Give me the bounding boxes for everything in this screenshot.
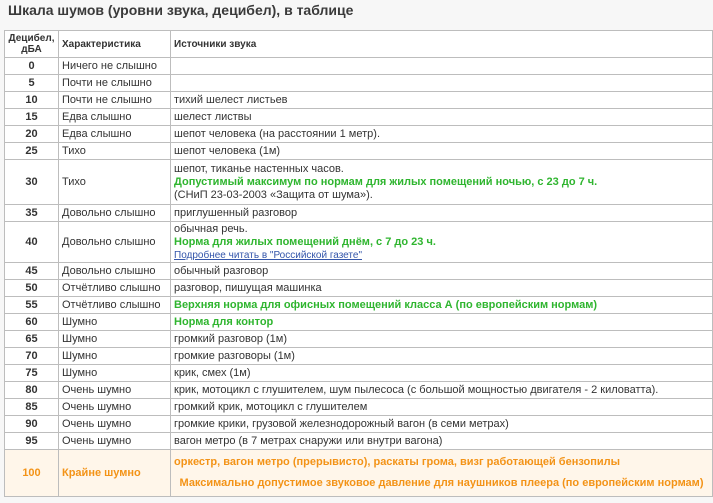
characteristic-cell: Тихо: [59, 143, 171, 160]
characteristic-cell: Шумно: [59, 365, 171, 382]
table-row: [5, 92, 713, 109]
table-row: [5, 222, 713, 263]
decibel-cell: 85: [5, 399, 59, 416]
decibel-cell: 55: [5, 297, 59, 314]
source-cell: [171, 58, 713, 75]
decibel-cell: 0: [5, 58, 59, 75]
source-cell: громкие крики, грузовой железнодорожный вагон (в семи метрах): [171, 416, 713, 433]
characteristic-cell: Почти не слышно: [59, 75, 171, 92]
source-cell: крик, мотоцикл с глушителем, шум пылесоса (с большой мощностью двигателя - 2 киловатта).: [171, 382, 713, 399]
characteristic-cell: Очень шумно: [59, 382, 171, 399]
characteristic-cell: Отчётливо слышно: [59, 297, 171, 314]
characteristic-cell: Очень шумно: [59, 416, 171, 433]
decibel-cell: 90: [5, 416, 59, 433]
source-cell: тихий шелест листьев: [171, 92, 713, 109]
source-cell: Верхняя норма для офисных помещений класса А (по европейским нормам): [171, 297, 713, 314]
source-cell: Норма для контор: [171, 314, 713, 331]
rg-article-link[interactable]: Подробнее читать в "Российской газете": [174, 249, 362, 261]
header-sources: Источники звука: [171, 31, 713, 58]
characteristic-cell: Ничего не слышно: [59, 58, 171, 75]
decibel-cell: 35: [5, 205, 59, 222]
source-cell: [171, 222, 713, 263]
characteristic-cell: Очень шумно: [59, 433, 171, 450]
decibel-cell: 50: [5, 280, 59, 297]
source-cell: [171, 160, 713, 205]
table-row: [5, 75, 713, 92]
table-row: [5, 365, 713, 382]
source-cell: вагон метро (в 7 метрах снаружи или внутри вагона): [171, 433, 713, 450]
decibel-cell: 95: [5, 433, 59, 450]
characteristic-cell: Едва слышно: [59, 126, 171, 143]
source-cell: [171, 450, 713, 497]
characteristic-cell: Довольно слышно: [59, 205, 171, 222]
decibel-cell: 5: [5, 75, 59, 92]
source-cell: обычный разговор: [171, 263, 713, 280]
decibel-cell: 80: [5, 382, 59, 399]
table-header-row: [5, 31, 713, 58]
decibel-cell: 10: [5, 92, 59, 109]
noise-table: [4, 30, 713, 497]
characteristic-cell: Шумно: [59, 314, 171, 331]
header-decibel: Децибел, дБА: [5, 31, 59, 58]
characteristic-cell: Довольно слышно: [59, 222, 171, 263]
characteristic-cell: Отчётливо слышно: [59, 280, 171, 297]
decibel-cell: 25: [5, 143, 59, 160]
characteristic-cell: Почти не слышно: [59, 92, 171, 109]
table-row: [5, 160, 713, 205]
table-row: [5, 399, 713, 416]
snip-reference: (СНиП 23-03-2003 «Защита от шума»).: [174, 188, 373, 201]
headphones-norm-note: Максимально допустимое звуковое давление для наушников плеера (по европейским нормам): [179, 477, 704, 489]
decibel-cell: 20: [5, 126, 59, 143]
table-row: [5, 143, 713, 160]
source-cell: громкий крик, мотоцикл с глушителем: [171, 399, 713, 416]
header-characteristic: Характеристика: [59, 31, 171, 58]
source-text: шепот, тиканье настенных часов.: [174, 162, 344, 175]
table-row: [5, 126, 713, 143]
source-cell: крик, смех (1м): [171, 365, 713, 382]
characteristic-cell: Шумно: [59, 348, 171, 365]
characteristic-cell: Тихо: [59, 160, 171, 205]
characteristic-cell: Довольно слышно: [59, 263, 171, 280]
table-row: [5, 416, 713, 433]
decibel-cell: 30: [5, 160, 59, 205]
table-row: [5, 331, 713, 348]
night-norm-note: Допустимый максимум по нормам для жилых помещений ночью, с 23 до 7 ч.: [174, 175, 598, 188]
day-norm-note: Норма для жилых помещений днём, с 7 до 23 ч.: [174, 235, 436, 248]
source-text: обычная речь.: [174, 222, 248, 235]
decibel-cell: 15: [5, 109, 59, 126]
table-row: [5, 205, 713, 222]
table-row: [5, 280, 713, 297]
source-text: оркестр, вагон метро (прерывисто), раскаты грома, визг работающей бензопилы: [174, 456, 621, 468]
page-title: Шкала шумов (уровни звука, децибел), в таблице: [8, 2, 354, 18]
decibel-cell: 75: [5, 365, 59, 382]
source-cell: [171, 75, 713, 92]
table-row: [5, 433, 713, 450]
table-row: [5, 348, 713, 365]
source-cell: разговор, пишущая машинка: [171, 280, 713, 297]
table-row: [5, 109, 713, 126]
decibel-cell: 45: [5, 263, 59, 280]
decibel-cell: 60: [5, 314, 59, 331]
characteristic-cell: Очень шумно: [59, 399, 171, 416]
source-cell: громкие разговоры (1м): [171, 348, 713, 365]
source-cell: шепот человека (на расстоянии 1 метр).: [171, 126, 713, 143]
table-row: [5, 58, 713, 75]
characteristic-cell: Крайне шумно: [59, 450, 171, 497]
characteristic-cell: Едва слышно: [59, 109, 171, 126]
table-row: [5, 314, 713, 331]
decibel-cell: 65: [5, 331, 59, 348]
source-cell: шелест листвы: [171, 109, 713, 126]
source-cell: приглушенный разговор: [171, 205, 713, 222]
table-row: [5, 297, 713, 314]
source-cell: шепот человека (1м): [171, 143, 713, 160]
source-cell: громкий разговор (1м): [171, 331, 713, 348]
decibel-cell: 70: [5, 348, 59, 365]
table-row: [5, 382, 713, 399]
decibel-cell: 40: [5, 222, 59, 263]
decibel-cell: 100: [5, 450, 59, 497]
table-row-highlighted: [5, 450, 713, 497]
table-row: [5, 263, 713, 280]
characteristic-cell: Шумно: [59, 331, 171, 348]
